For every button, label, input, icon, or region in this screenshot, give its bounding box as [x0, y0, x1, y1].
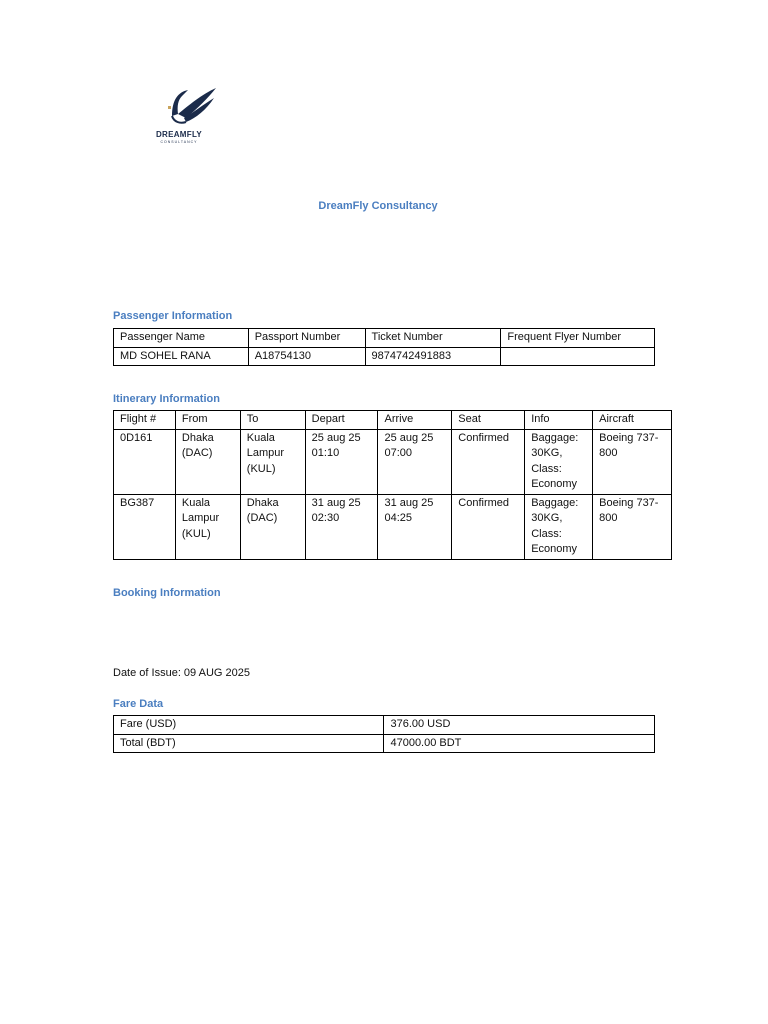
frequent-flyer-number	[501, 347, 655, 366]
header-cell: Frequent Flyer Number	[501, 329, 655, 348]
seat-status: Confirmed	[452, 429, 525, 494]
table-header-row	[114, 329, 655, 348]
header-cell: Seat	[452, 411, 525, 430]
aircraft: Boeing 737- 800	[593, 494, 672, 559]
logo-tagline: CONSULTANCY	[160, 140, 198, 144]
depart-time: 25 aug 25 01:10	[305, 429, 378, 494]
header-cell: Depart	[305, 411, 378, 430]
dreamfly-wing-icon	[158, 86, 220, 130]
arrive-time: 31 aug 25 04:25	[378, 494, 452, 559]
fare-table	[113, 715, 655, 753]
to-airport: Dhaka (DAC)	[240, 494, 305, 559]
flight-number: 0D161	[114, 429, 176, 494]
arrive-time: 25 aug 25 07:00	[378, 429, 452, 494]
passenger-name: MD SOHEL RANA	[114, 347, 249, 366]
table-row	[114, 716, 655, 735]
header-cell: Arrive	[378, 411, 452, 430]
total-label: Total (BDT)	[114, 734, 384, 753]
fare-label: Fare (USD)	[114, 716, 384, 735]
header-cell: Passport Number	[248, 329, 365, 348]
header-cell: To	[240, 411, 305, 430]
fare-section-heading: Fare Data	[113, 698, 164, 710]
passport-number: A18754130	[248, 347, 365, 366]
table-row	[114, 429, 672, 494]
itinerary-table	[113, 410, 672, 560]
header-cell: Flight #	[114, 411, 176, 430]
header-cell: Passenger Name	[114, 329, 249, 348]
ticket-number: 9874742491883	[365, 347, 501, 366]
flight-info: Baggage: 30KG, Class: Economy	[525, 429, 593, 494]
to-airport: Kuala Lampur (KUL)	[240, 429, 305, 494]
table-header-row	[114, 411, 672, 430]
header-cell: Info	[525, 411, 593, 430]
company-logo	[150, 86, 220, 150]
from-airport: Kuala Lampur (KUL)	[175, 494, 240, 559]
from-airport: Dhaka (DAC)	[175, 429, 240, 494]
header-cell: Aircraft	[593, 411, 672, 430]
fare-value: 376.00 USD	[384, 716, 655, 735]
table-row	[114, 734, 655, 753]
date-of-issue: Date of Issue: 09 AUG 2025	[113, 667, 250, 679]
itinerary-section-heading: Itinerary Information	[113, 393, 220, 405]
header-cell: From	[175, 411, 240, 430]
booking-section-heading: Booking Information	[113, 587, 221, 599]
depart-time: 31 aug 25 02:30	[305, 494, 378, 559]
flight-number: BG387	[114, 494, 176, 559]
table-row	[114, 494, 672, 559]
seat-status: Confirmed	[452, 494, 525, 559]
table-row	[114, 347, 655, 366]
aircraft: Boeing 737- 800	[593, 429, 672, 494]
passenger-section-heading: Passenger Information	[113, 310, 233, 322]
passenger-table	[113, 328, 655, 366]
flight-info: Baggage: 30KG, Class: Economy	[525, 494, 593, 559]
logo-wordmark: DREAMFLY	[155, 130, 203, 139]
header-cell: Ticket Number	[365, 329, 501, 348]
total-value: 47000.00 BDT	[384, 734, 655, 753]
document-title: DreamFly Consultancy	[318, 200, 438, 212]
